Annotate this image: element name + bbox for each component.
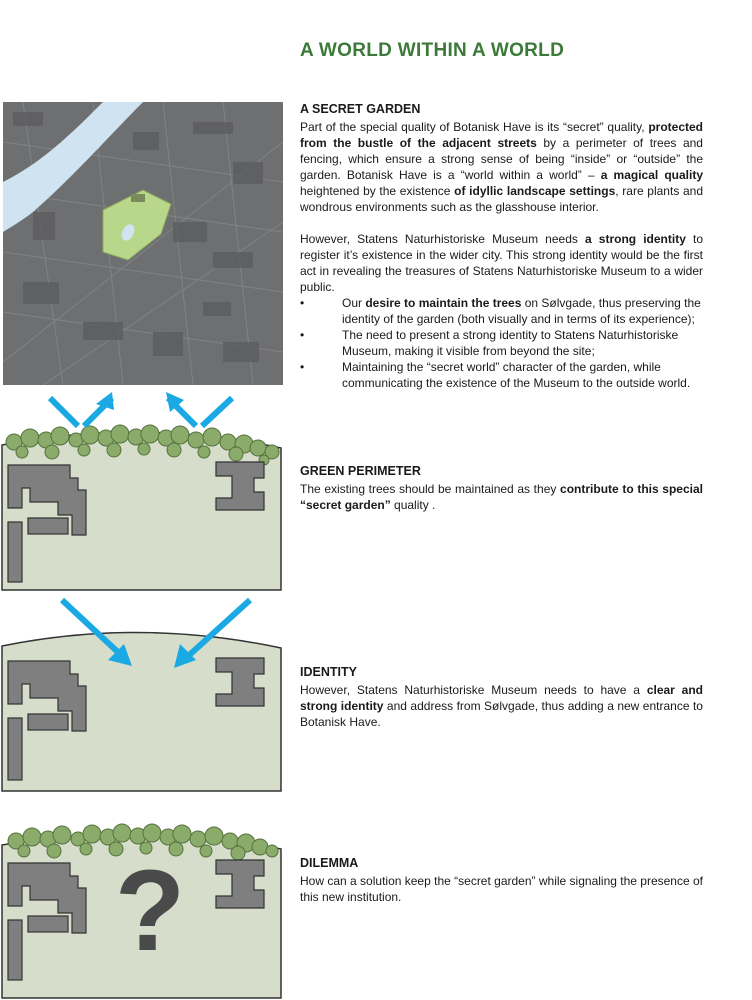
bullet-item: • The need to present a strong identity to Statens Naturhistoriske Museum, making it visible from beyond the site; xyxy=(300,328,679,358)
green-perimeter-diagram xyxy=(0,390,284,595)
page-title: A WORLD WITHIN A WORLD xyxy=(300,40,565,61)
identity-diagram xyxy=(0,596,284,796)
secret-garden-heading: A SECRET GARDEN xyxy=(300,102,421,116)
green-perimeter-section xyxy=(300,463,703,513)
bullet-item: • Our desire to maintain the trees on Sølvgade, thus preserving the identity of the garden (both visually and in terms of its experience); xyxy=(300,296,701,326)
identity-heading: IDENTITY xyxy=(300,665,357,679)
secret-garden-bullets xyxy=(300,295,703,391)
green-perimeter-heading: GREEN PERIMETER xyxy=(300,464,421,478)
dilemma-section xyxy=(300,855,703,905)
secret-garden-section xyxy=(300,101,703,391)
dilemma-body: How can a solution keep the “secret garden” while signaling the presence of this new institution. xyxy=(300,874,703,904)
aerial-map xyxy=(3,102,283,385)
question-mark: ? xyxy=(114,847,186,975)
identity-body: However, Statens Naturhistoriske Museum needs to have a clear and strong identity and address from Sølvgade, thus adding a new entrance to Botanisk Have. xyxy=(300,683,704,729)
secret-garden-paragraph-2: However, Statens Naturhistoriske Museum needs a strong identity to register it’s existence in the wider city. This strong identity would be the first act in revealing the treasures of Statens Naturhistoriske Museum to a wider public. xyxy=(300,232,704,294)
dilemma-heading: DILEMMA xyxy=(300,856,359,870)
secret-garden-paragraph-1: Part of the special quality of Botanisk Have is its “secret” quality, protected from the bustle of the adjacent streets by a perimeter of trees and fencing, which ensure a strong sense of being “inside” or “outside” the garden. Botanisk Have is a “world within a world” – a magical quality heightened by the existence of idyllic landscape settings, rare plants and wondrous environments such as the glasshouse interior. xyxy=(300,120,704,214)
bullet-item: • Maintaining the “secret world” character of the garden, while communicating the existence of the Museum to the outside world. xyxy=(300,360,691,390)
green-perimeter-body: The existing trees should be maintained as they contribute to this special “secret garden” quality . xyxy=(300,482,704,512)
identity-section xyxy=(300,664,703,730)
dilemma-diagram xyxy=(0,815,284,1000)
